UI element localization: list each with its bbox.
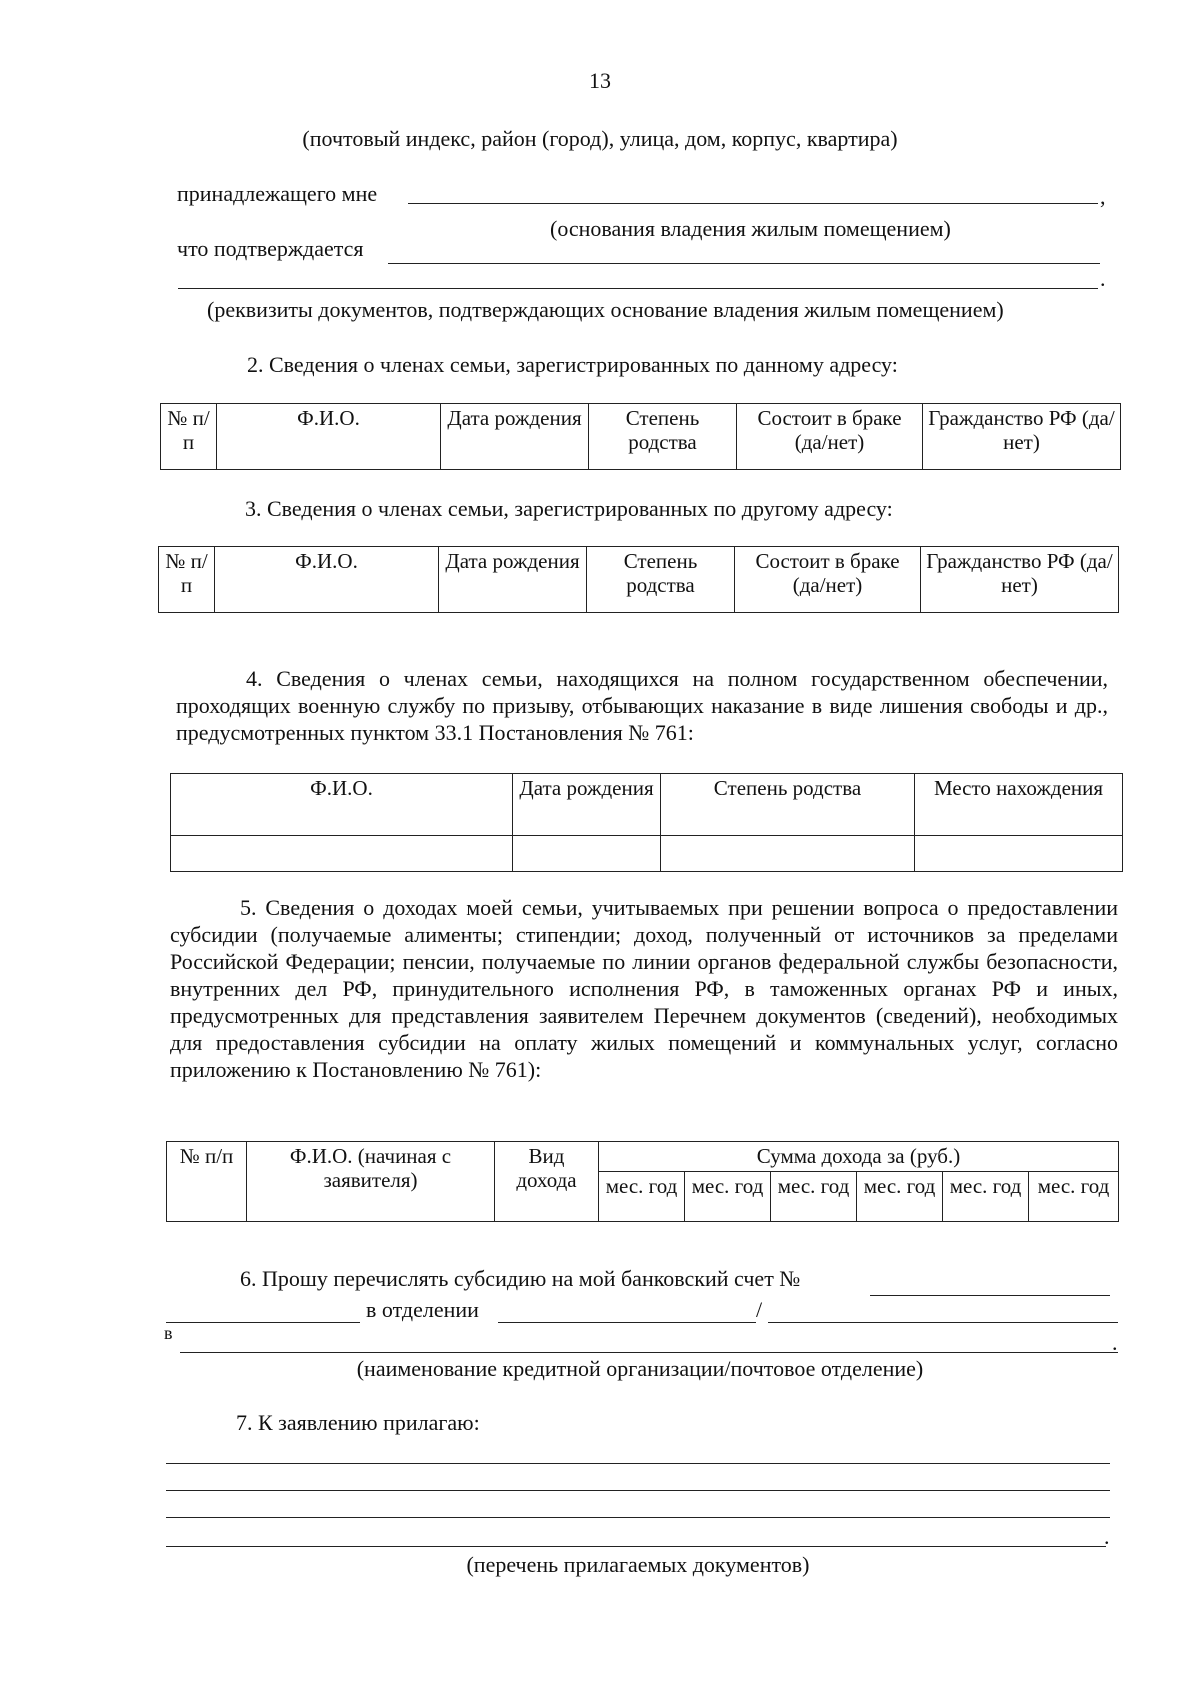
- attachments-line-3[interactable]: [166, 1517, 1110, 1518]
- s3-col-birth: Дата рождения: [439, 547, 587, 613]
- s2-col-num: № п/п: [161, 404, 217, 470]
- account-number-line[interactable]: [870, 1295, 1110, 1296]
- attachments-line-2[interactable]: [166, 1490, 1110, 1491]
- confirmed-trailing: .: [1100, 266, 1106, 291]
- s3-col-married: Состоит в браке (да/нет): [735, 547, 921, 613]
- section2-heading: 2. Сведения о членах семьи, зарегистрированных по данному адресу:: [247, 352, 898, 377]
- s5-month-2: мес. год: [685, 1172, 771, 1222]
- s3-col-relation: Степень родства: [587, 547, 735, 613]
- s2-col-name: Ф.И.О.: [217, 404, 441, 470]
- caption-attachments: (перечень прилагаемых документов): [466, 1552, 810, 1577]
- branch-line-2[interactable]: [768, 1322, 1118, 1323]
- s5-col-num: № п/п: [167, 1142, 247, 1222]
- s2-col-birth: Дата рождения: [441, 404, 589, 470]
- s5-col-name: Ф.И.О. (начиная с заявителя): [247, 1142, 495, 1222]
- section6-text: 6. Прошу перечислять субсидию на мой банковский счет №: [240, 1266, 801, 1291]
- section5-table: [166, 1141, 1119, 1222]
- section4-paragraph: 4. Сведения о членах семьи, находящихся на полном государственном обеспечении, проходящих военную службу по призыву, отбывающих наказание в виде лишения свободы и др., предусмотренных пунктом 33.1 Постановления № 761:: [176, 666, 1108, 745]
- in-label: в: [164, 1323, 173, 1343]
- section5-paragraph: 5. Сведения о доходах моей семьи, учитываемых при решении вопроса о предоставлении субсидии (получаемые алименты; стипендии; доход, полученный от источников за пределами Российской Федерации; пенсии, получаемые по линии органов федеральной службы безопасности, внутренних дел РФ, принудительного исполнения РФ, в таможенных органах РФ и иных, предусмотренных для представления заявителем Перечнем документов (сведений), необходимых для предоставления субсидии на оплату жилых помещений и коммунальных услуг, согласно приложению к Постановлению № 761):: [170, 895, 1118, 1082]
- s5-month-4: мес. год: [857, 1172, 943, 1222]
- owned-line[interactable]: [408, 203, 1098, 204]
- s5-col-type: Вид дохода: [495, 1142, 599, 1222]
- account-line-2[interactable]: [166, 1322, 360, 1323]
- attachments-line-1[interactable]: [166, 1463, 1110, 1464]
- s3-col-citizen: Гражданство РФ (да/нет): [921, 547, 1119, 613]
- bank-line[interactable]: [180, 1352, 1118, 1353]
- s3-col-num: № п/п: [159, 547, 215, 613]
- caption-bank: (наименование кредитной организации/почтовое отделение): [356, 1356, 924, 1381]
- s4-cell[interactable]: [171, 836, 513, 872]
- s4-col-relation: Степень родства: [661, 774, 915, 836]
- confirmed-line-2[interactable]: [178, 288, 1098, 289]
- bank-trailing: .: [1112, 1330, 1118, 1355]
- attachments-line-4[interactable]: [166, 1546, 1106, 1547]
- section3-table: [158, 546, 1119, 613]
- s2-col-citizen: Гражданство РФ (да/нет): [923, 404, 1121, 470]
- branch-label: в отделении: [366, 1297, 479, 1322]
- s5-month-1: мес. год: [599, 1172, 685, 1222]
- branch-line-1[interactable]: [498, 1322, 756, 1323]
- caption-requisites: (реквизиты документов, подтверждающих основание владения жилым помещением): [207, 297, 1004, 322]
- confirmed-label: что подтверждается: [177, 236, 364, 261]
- attachments-trailing: .: [1104, 1524, 1110, 1549]
- s5-month-3: мес. год: [771, 1172, 857, 1222]
- s4-cell[interactable]: [915, 836, 1123, 872]
- s2-col-relation: Степень родства: [589, 404, 737, 470]
- s4-cell[interactable]: [513, 836, 661, 872]
- s4-col-name: Ф.И.О.: [171, 774, 513, 836]
- s5-month-5: мес. год: [943, 1172, 1029, 1222]
- section2-table: [160, 403, 1121, 470]
- s2-col-married: Состоит в браке (да/нет): [737, 404, 923, 470]
- caption-address: (почтовый индекс, район (город), улица, дом, корпус, квартира): [302, 126, 898, 151]
- s5-col-sum: Сумма дохода за (руб.): [599, 1142, 1119, 1172]
- owned-label: принадлежащего мне: [177, 181, 378, 206]
- owned-trailing: ,: [1100, 184, 1106, 209]
- branch-slash: /: [756, 1297, 763, 1322]
- page-number: 13: [589, 68, 611, 93]
- caption-ownership: (основания владения жилым помещением): [550, 216, 951, 241]
- s3-col-name: Ф.И.О.: [215, 547, 439, 613]
- s5-month-6: мес. год: [1029, 1172, 1119, 1222]
- section7-heading: 7. К заявлению прилагаю:: [236, 1410, 480, 1435]
- s4-cell[interactable]: [661, 836, 915, 872]
- section4-table: [170, 773, 1123, 872]
- s4-col-birth: Дата рождения: [513, 774, 661, 836]
- confirmed-line-1[interactable]: [388, 263, 1100, 264]
- s4-col-location: Место нахождения: [915, 774, 1123, 836]
- section3-heading: 3. Сведения о членах семьи, зарегистрированных по другому адресу:: [245, 496, 893, 521]
